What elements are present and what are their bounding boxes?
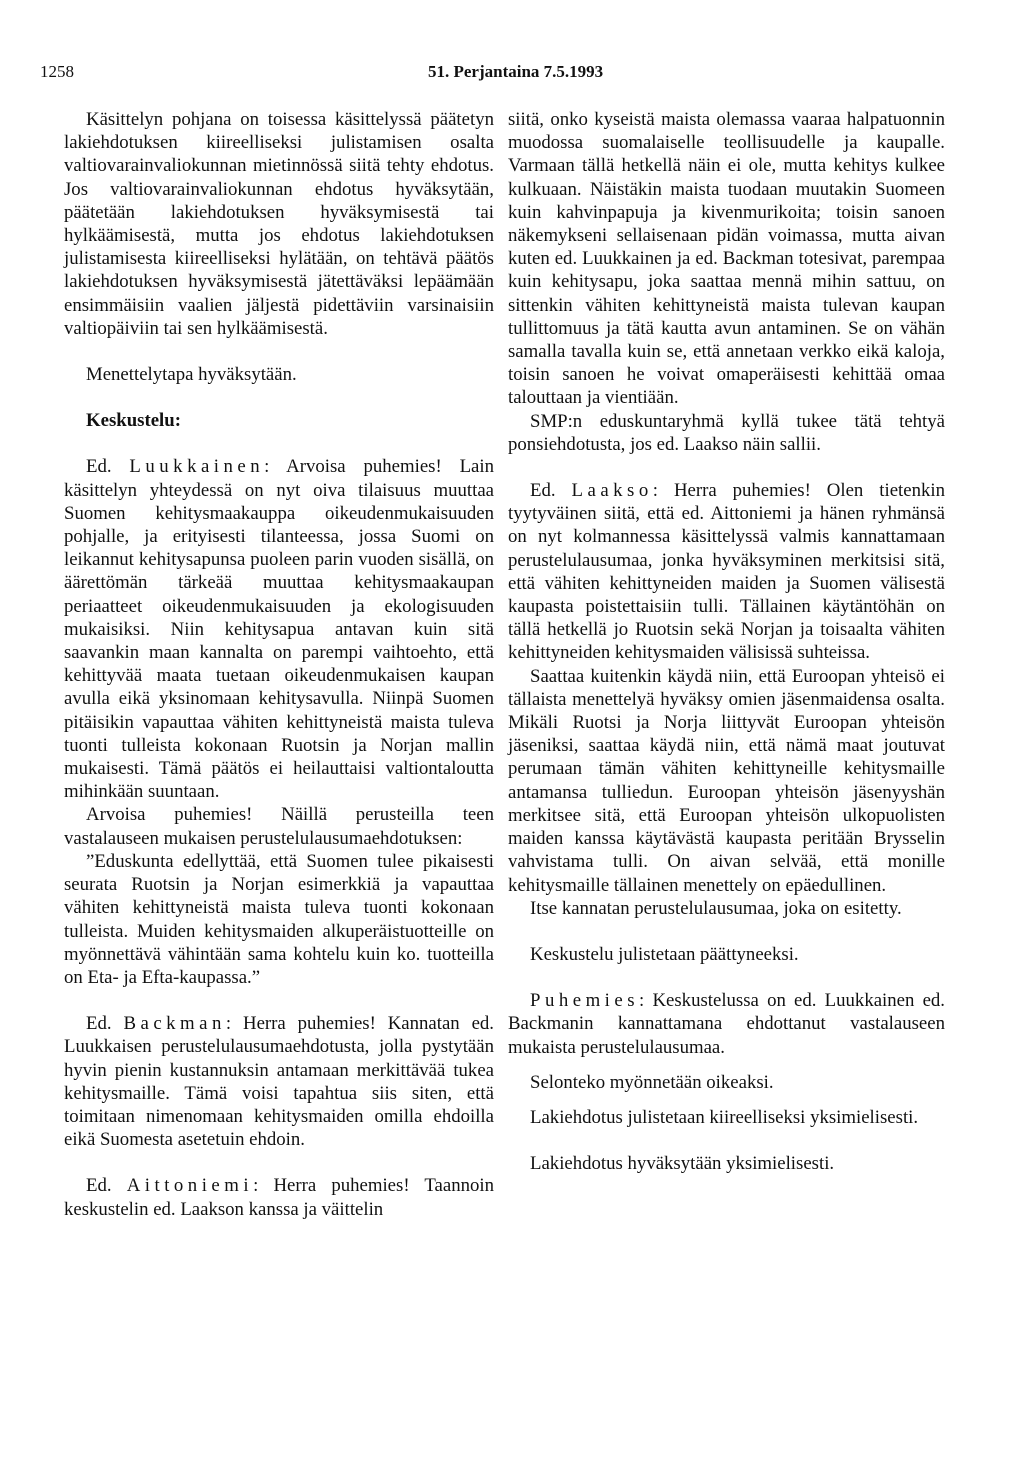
speech-text: Keskustelussa on ed. Luukkainen ed. Backmanin kannattamana ehdottanut vastalauseen mukaista perustelulausumaa.: [508, 990, 945, 1058]
speech-paragraph: Saattaa kuitenkin käydä niin, että Euroopan yhteisö ei tällaista menettelyä hyväksy omien jäsenmaidensa osalta. Mikäli Ruotsi ja Norja liittyvät Euroopan yhteisön jäseniksi, saattaa käydä niin, että nämä maat joutuvat perumaan tämän vähiten kehittyneille kehitysmaille antamansa tulliedun. Euroopan yhteisön jäsenyyshän merkitsee sitä, että Euroopan yhteisön ulkopuolisten maiden kanssa käytävästä kaupasta peritään Brysselin vahvistama tulli. On aivan selvää, että monille kehitysmaille tällainen menettely on epäedullinen.: [508, 665, 945, 896]
left-column: [64, 108, 494, 1221]
page-header: [40, 62, 984, 86]
speaker-prefix: Ed.: [530, 480, 556, 502]
procedure-paragraph: Käsittelyn pohjana on toisessa käsittelyssä päätetyn lakiehdotuksen kiireelliseksi julistamisen osalta valtiovarainvaliokunnan mietinnössä siitä tehty ehdotus. Jos valtiovarainvaliokunnan ehdotus hyväksytään, päätetään lakiehdotuksen hyväksymisestä tai hylkäämisestä, mutta jos ehdotus lakiehdotuksen julistamisesta kiireelliseksi hylätään, on tehtävä päätös lakiehdotuksen hyväksymisestä jätettäväksi lepäämään ensimmäisiin vaalien jäljestä pidettäviin varsinaisiin valtiopäiviin tai sen hylkäämisestä.: [64, 109, 494, 339]
speech-backman: [64, 1012, 494, 1151]
speaker-name: Luukkainen: [129, 456, 265, 478]
speech-puhemies: [508, 989, 945, 1059]
speech-paragraph: Arvoisa puhemies! Näillä perusteilla teen vastalauseen mukaisen perustelulausumaehdotuksen:: [64, 804, 494, 849]
discussion-closed: Keskustelu julistetaan päättyneeksi.: [530, 943, 799, 965]
speech-text: Herra puhemies! Taannoin keskustelin ed. Laakson kanssa ja väittelin: [64, 1175, 494, 1220]
discussion-heading: Keskustelu:: [86, 410, 181, 432]
speech-text: Arvoisa puhemies! Lain käsittelyn yhteydessä on nyt oiva tilaisuus muuttaa Suomen kehitysmaakauppa oikeudenmukaisuuden pohjalle, ja erityisesti tilanteessa, jossa Suomi on leikannut kehitysapunsa puoleen parin vuoden sisällä, on äärettömän tärkeää muuttaa kehitysmaakaupan periaatteet oikeudenmukaisuuden ja ekologisuuden mukaisiksi. Niin kehitysapua antavan kuin sitä saavankin maan kannalta on parempi vaihtoehto, että kehittyvää maata tuetaan oikeudenmukaisen kaupan avulla eikä yksinomaan kehitysavulla. Niinpä Suomen pitäisikin vapauttaa vähiten kehittyneistä maista tuleva tuonti tulleista kokonaan Ruotsin ja Norjan mallin mukaisesti. Tämä päätös ei heilauttaisi valtiontaloutta mihinkään suuntaan.: [64, 456, 494, 803]
speaker-colon: :: [225, 1013, 232, 1035]
speech-luukkainen: [64, 455, 494, 803]
right-column: [508, 108, 945, 1175]
decision-urgent: Lakiehdotus julistetaan kiireelliseksi yksimielisesti.: [530, 1106, 919, 1128]
proposal-quote: ”Eduskunta edellyttää, että Suomen tulee pikaisesti seurata Ruotsin ja Norjan esimerkkiä ja vapauttaa vähiten kehittyneistä maista tuleva tuonti kokonaan tulleista. Muiden kehitysmaiden alkuperäistuotteille on myönnettävä vähintään sama kohtelu kuin ko. tuotteilla on Eta- ja Efta-kaupassa.”: [64, 850, 494, 988]
decision-approved: Lakiehdotus hyväksytään yksimielisesti.: [530, 1153, 835, 1175]
speech-laakso: [508, 479, 945, 665]
speaker-name: Laakso: [571, 480, 653, 502]
speech-aittoniemi: [64, 1174, 494, 1220]
speech-paragraph: Itse kannatan perustelulausumaa, joka on esitetty.: [530, 897, 902, 919]
speaker-prefix: Ed.: [86, 456, 112, 478]
speech-text: Herra puhemies! Kannatan ed. Luukkaisen perustelulausumaehdotusta, jolla pystytään hyvin pienin kustannuksin antamaan merkittävää tukea kehitysmaille. Tämä voisi tapahtua siis siten, että toimitaan nimenomaan kehitysmaiden omilla ehdoilla eikä Suomesta asetetuin ehdoin.: [64, 1013, 494, 1151]
speaker-colon: :: [264, 456, 270, 478]
speech-continuation: siitä, onko kyseistä maista olemassa vaaraa halpatuonnin muodossa suomalaiselle teollisuudelle ja kaupalle. Varmaan tällä hetkellä näin ei ole, mutta kehitys kulkee kulkuaan. Näistäkin maista tuodaan muutakin Suomeen kuin kahvinpapuja ja kivenmurikoita; toisin sanoen näkemykseni sellaisenaan pidän voimassa, mutta aivan kuten ed. Luukkainen ja ed. Backman totesivat, parempaa kuin kehitysapu, joka saattaa mennä mihin sattuu, on sittenkin vähiten kehittyneistä maista tulevan kaupan tullittomuus ja tätä kautta avun antaminen. Se on vähän samalla tavalla kuin se, että annetaan verkko eikä kaloja, toisin sanoen he voivat omaperäisesti kehittää omaa talouttaan ja vientiään.: [508, 109, 945, 409]
session-title: 51. Perjantaina 7.5.1993: [428, 62, 604, 81]
decision-report: Selonteko myönnetään oikeaksi.: [530, 1071, 774, 1093]
speaker-prefix: Ed.: [86, 1175, 112, 1197]
speaker-name: Aittoniemi: [126, 1175, 254, 1197]
speaker-colon: :: [253, 1175, 259, 1197]
speaker-name: Backman: [123, 1013, 226, 1035]
procedure-approved: Menettelytapa hyväksytään.: [86, 364, 297, 386]
speech-text: Herra puhemies! Olen tietenkin tyytyväinen siitä, että ed. Aittoniemi ja hänen ryhmänsä on nyt kolmannessa käsittelyssä valmis kannattamaan perustelulausumaa, jonka hyväksyminen merkitsisi sitä, että vähiten kehittyneiden maiden ja Suomen välisestä kaupasta poistettaisiin tulli. Tällainen käytäntöhän on tällä hetkellä jo Ruotsin sekä Norjan ja toisaalta vähiten kehittyneiden kehitysmaiden välisissä suhteissa.: [508, 480, 945, 664]
speaker-colon: :: [652, 480, 658, 502]
speaker-colon: :: [639, 990, 645, 1012]
speaker-name: Puhemies: [530, 990, 640, 1012]
speech-paragraph: SMP:n eduskuntaryhmä kyllä tukee tätä tehtyä ponsiehdotusta, jos ed. Laakso näin sallii.: [508, 410, 945, 455]
page-number: 1258: [40, 62, 74, 81]
speaker-prefix: Ed.: [86, 1013, 112, 1035]
